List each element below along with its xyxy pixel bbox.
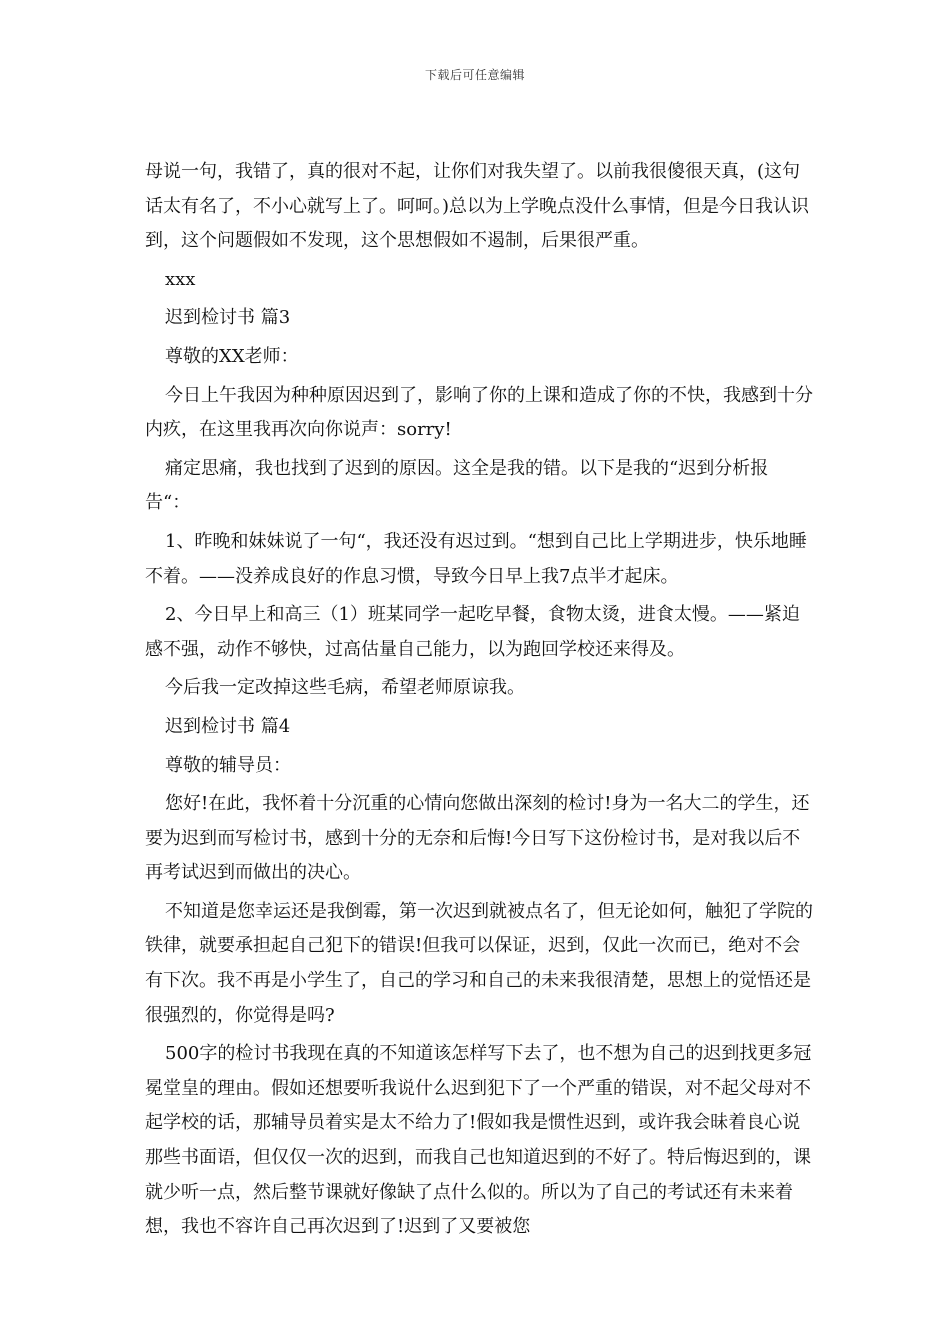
section-title-3: 迟到检讨书 篇3: [165, 307, 291, 329]
document-body: [145, 155, 813, 1249]
paragraph: 今后我一定改掉这些毛病，希望老师原谅我。: [165, 677, 525, 699]
list-item-1: 1、昨晚和妹妹说了一句“，我还没有迟过到。“想到自己比上学期进步，快乐地睡不着。——没养成良好的作息习惯，导致今日早上我7点半才起床。: [145, 530, 807, 587]
paragraph-continuation: 母说一句，我错了，真的很对不起，让你们对我失望了。以前我很傻很天真，(这句话太有名了，不小心就写上了。呵呵。)总以为上学晚点没什么事情，但是今日我认识到，这个问题假如不发现，这个思想假如不遏制，后果很严重。: [145, 161, 810, 252]
paragraph: 痛定思痛，我也找到了迟到的原因。这全是我的错。以下是我的“迟到分析报告“：: [145, 457, 769, 514]
paragraph: 今日上午我因为种种原因迟到了，影响了你的上课和造成了你的不快，我感到十分内疚，在这里我再次向你说声：sorry!: [145, 384, 813, 441]
paragraph: 500字的检讨书我现在真的不知道该怎样写下去了，也不想为自己的迟到找更多冠冕堂皇的理由。假如还想要听我说什么迟到犯下了一个严重的错误，对不起父母对不起学校的话，那辅导员着实是太不给力了!假如我是惯性迟到，或许我会昧着良心说那些书面语，但仅仅一次的迟到，而我自己也知道迟到的不好了。特后悔迟到的，课就少听一点，然后整节课就好像缺了点什么似的。所以为了自己的考试还有未来着想，我也不容许自己再次迟到了!迟到了又要被您: [145, 1043, 812, 1238]
salutation: 尊敬的XX老师：: [165, 345, 299, 367]
paragraph: 不知道是您幸运还是我倒霉，第一次迟到就被点名了，但无论如何，触犯了学院的铁律，就要承担起自己犯下的错误!但我可以保证，迟到，仅此一次而已，绝对不会有下次。我不再是小学生了，自己的学习和自己的未来我很清楚，思想上的觉悟还是很强烈的，你觉得是吗?: [145, 900, 813, 1026]
paragraph: 您好!在此，我怀着十分沉重的心情向您做出深刻的检讨!身为一名大二的学生，还要为迟到而写检讨书，感到十分的无奈和后悔!今日写下这份检讨书，是对我以后不再考试迟到而做出的决心。: [145, 793, 810, 884]
list-item-2: 2、今日早上和高三（1）班某同学一起吃早餐，食物太烫，进食太慢。——紧迫感不强，动作不够快，过高估量自己能力，以为跑回学校还来得及。: [145, 604, 800, 660]
page-header: 下载后可任意编辑: [424, 68, 525, 82]
section-title-4: 迟到检讨书 篇4: [165, 715, 291, 737]
salutation: 尊敬的辅导员：: [165, 754, 291, 776]
signature-line: xxx: [165, 268, 196, 290]
